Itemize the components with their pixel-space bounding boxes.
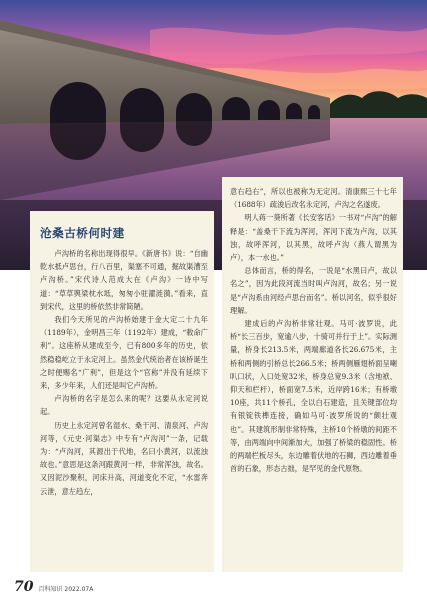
body-paragraph: 卢沟桥的名字是怎么来的呢？这要从永定河说起。 [40,394,208,417]
body-paragraph: 建成后的卢沟桥非常壮观。马可·波罗说，此桥“长三百步，宽逾八步，十骑可并行于上”。实际测量，桥身长213.5米，两端廊道各长26.675米，主桥和两侧的引桥总长266.5米；桥两侧雁翅桥面呈喇叭口状，入口处宽32米，桥身总宽9.3米（含地袱、仰天和栏杆），桥面宽7.5米，近岸跨16米；有桥墩10座，共11个桥孔，全以白石建造，且关键部位均有银锭铁榫连接，确如马可·波罗所说的“颇壮观也”。其建筑形制非常特殊，主桥10个桥墩的间距不等，由两端向中间渐加大，加强了桥梁的稳固性。桥的两端栏板尽头，东边雕着伏地的石狮，西边雕着垂首的石象，形态古拙，是罕见的金代原物。 [230,319,397,474]
body-paragraph: 我们今天所见的卢沟桥始建于金大定二十九年（1189年），金明昌三年（1192年）建成，“敕命广利”。这座桥从建成至今，已有800多年的历史，依然稳稳屹立于永定河上。虽然金代统治者在该桥诞生之时便赐名“广利”，但是这个“官称”并没有延续下来，多少年来，人们还是叫它卢沟桥。 [40,315,208,391]
article-column-left [30,211,214,572]
body-paragraph: 明人蒋一葵所著《长安客话》一书对“卢沟”的解释是：“盖桑干下流为浑河，浑河下流为卢沟，以其浊，故呼浑河，以其黑，故呼卢沟（燕人谓黑为卢），本一水也。” [230,213,397,263]
article-column-right [222,177,403,572]
page-footer [14,579,93,601]
body-paragraph: 总体而言，桥的得名，一说是“水黑曰卢，故以名之”，因为此段河流当时叫卢沟河，故名；另一说是“卢沟系由河经卢思台而名”。桥以河名，似乎很好理解。 [230,266,397,315]
page-number: 70 [14,579,34,595]
article-title: 沧桑古桥何时建 [40,226,125,240]
body-paragraph: 卢沟桥的名称出现得很早。《新唐书》说：“自幽乾水抵卢思台，行八百里，渠塞不可通，掘故渠漕至卢沟桥。”宋代诗人范成大在《卢沟》一诗中写道：“草草舆梁枕水坻，匆匆小驻濯涟漪。”看来，直到宋代，这里的桥依然非常简陋。 [40,249,208,311]
journal-issue: 百科知识 2022.07A [38,586,94,593]
body-paragraph-continued: 意右趋右”，所以也被称为无定河。清康熙三十七年（1688年）疏浚后改名永定河，卢沟之名遂废。 [230,187,397,210]
body-paragraph: 历史上永定河曾名湿水、桑干河、清泉河、卢沟河等，《元史·河渠志》中专有“卢沟河”一条，记载为：“卢沟河，其源出于代地，名曰小黄河，以流浊故也。”意思是这条河跟黄河一样，非常浑浊，故名。又因泥沙聚积，河床升高，河道变化不定，“水雷奔云泄，意左趋左， [40,420,208,496]
